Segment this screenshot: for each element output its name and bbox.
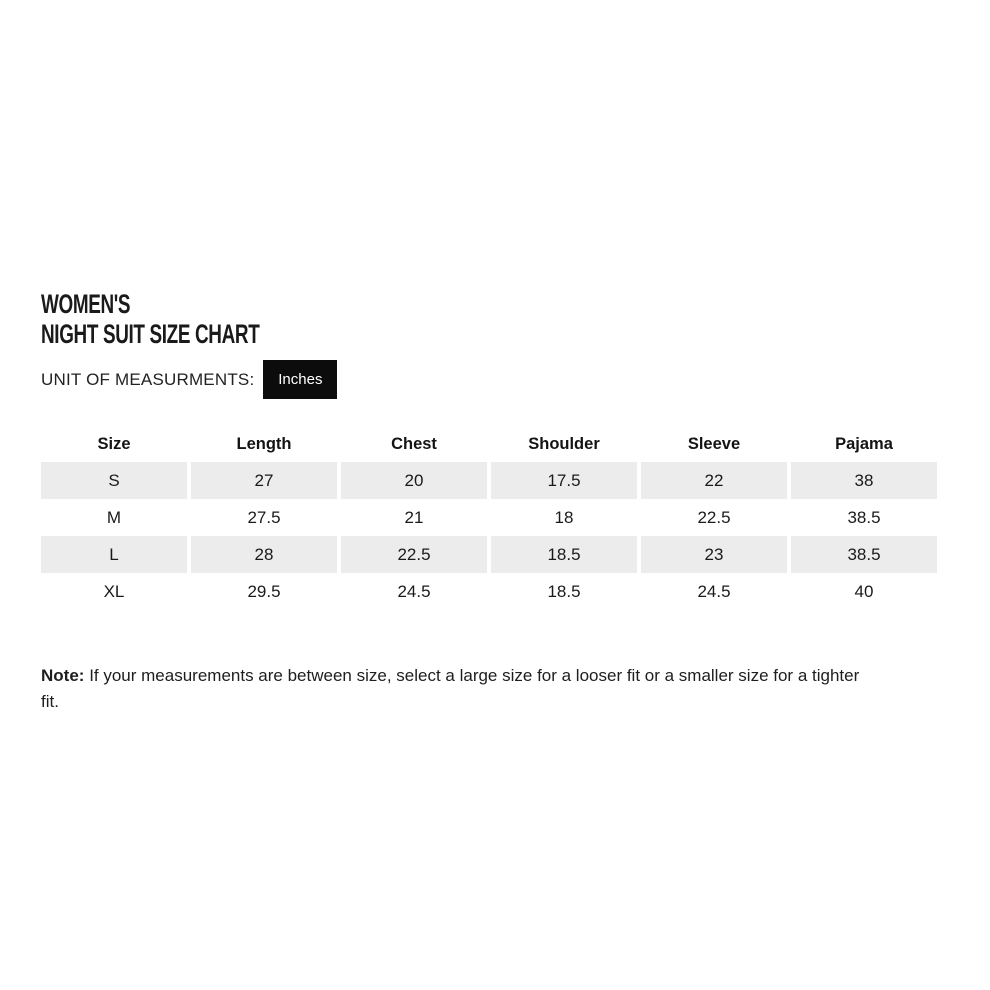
table-cell: L — [41, 536, 187, 573]
column-header-chest: Chest — [391, 435, 437, 453]
table-row-s — [41, 462, 937, 499]
table-cell: 38 — [791, 462, 937, 499]
table-cell: 27 — [191, 462, 337, 499]
column-header-sleeve: Sleeve — [687, 435, 741, 453]
size-table — [41, 427, 937, 610]
table-row-m — [41, 499, 937, 536]
table-cell: 22 — [641, 462, 787, 499]
table-cell: 17.5 — [491, 462, 637, 499]
table-cell: 24.5 — [697, 581, 731, 601]
table-cell: 27.5 — [247, 507, 281, 527]
column-header-size: Size — [97, 435, 131, 453]
unit-of-measurement-row — [41, 360, 337, 399]
table-cell: S — [41, 462, 187, 499]
unit-label: UNIT OF MEASURMENTS: — [41, 369, 255, 389]
table-cell: 40 — [854, 581, 874, 601]
table-cell: 18 — [554, 507, 574, 527]
column-header-length: Length — [236, 435, 292, 453]
table-row-xl — [41, 573, 937, 610]
note-text: If your measurements are between size, select a large size for a looser fit or a smaller size for a tighter fit. — [41, 666, 860, 711]
table-row-l — [41, 536, 937, 573]
table-cell: 21 — [404, 507, 424, 527]
page-title — [41, 289, 259, 349]
unit-inches-button[interactable]: Inches — [263, 360, 337, 399]
fit-note — [41, 663, 876, 715]
table-cell: XL — [103, 581, 125, 601]
table-cell: 22.5 — [341, 536, 487, 573]
table-cell: 20 — [341, 462, 487, 499]
table-cell: 24.5 — [397, 581, 431, 601]
page-title-line1: WOMEN'S — [41, 289, 131, 319]
table-cell: 29.5 — [247, 581, 281, 601]
table-cell: 38.5 — [847, 507, 881, 527]
table-cell: 38.5 — [791, 536, 937, 573]
table-cell: 18.5 — [547, 581, 581, 601]
table-cell: M — [106, 507, 122, 527]
table-cell: 22.5 — [697, 507, 731, 527]
table-cell: 18.5 — [491, 536, 637, 573]
column-header-shoulder: Shoulder — [528, 435, 600, 453]
note-label: Note: — [41, 666, 85, 685]
table-cell: 28 — [191, 536, 337, 573]
column-header-pajama: Pajama — [835, 435, 893, 453]
page-title-line2: NIGHT SUIT SIZE CHART — [41, 319, 260, 349]
table-cell: 23 — [641, 536, 787, 573]
table-header-row — [41, 427, 937, 462]
